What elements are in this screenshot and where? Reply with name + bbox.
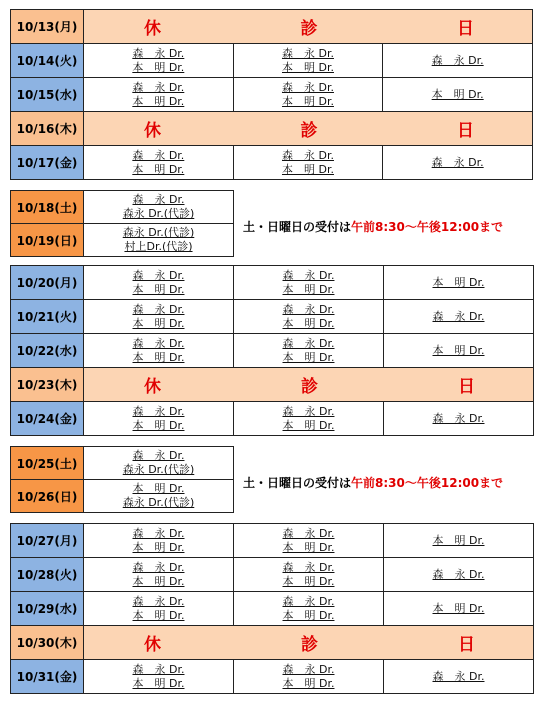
- doctor-name: 森 永 Dr.: [431, 53, 484, 67]
- doctor-name: 森 永 Dr.: [432, 309, 485, 323]
- doctor-cell: [84, 524, 234, 558]
- doctor-name: 本 明 Dr.: [132, 540, 185, 554]
- day-row: [11, 660, 534, 694]
- doctor-name: 本 明 Dr.: [282, 608, 335, 622]
- doctor-cell: [84, 44, 234, 78]
- doctor-name: 森 永 Dr.: [132, 404, 185, 418]
- closed-char: 休: [144, 19, 161, 39]
- doctor-name: 森永 Dr.(代診): [122, 463, 195, 476]
- doctor-name: 森 永 Dr.: [132, 560, 185, 574]
- doctor-cell: [384, 524, 534, 558]
- notice-hours: 午前8:30～午後12:00まで: [351, 476, 504, 490]
- doctor-name: 本 明 Dr.: [282, 540, 335, 554]
- day-row: [11, 524, 534, 558]
- date-cell: 10/21(火): [11, 300, 84, 334]
- doctor-name: 本 明 Dr.: [132, 60, 185, 74]
- doctor-name: 森 永 Dr.: [281, 46, 334, 60]
- doctor-cell: [234, 300, 384, 334]
- doctor-cell: [383, 78, 533, 112]
- doctor-cell: [84, 300, 234, 334]
- weekend-row: [11, 480, 234, 513]
- notice-prefix: 土・日曜日の受付は: [243, 476, 352, 490]
- doctor-cell: [84, 402, 234, 436]
- day-row: [11, 78, 533, 112]
- closed-label: [84, 116, 532, 141]
- doctor-cell: [84, 146, 234, 180]
- doctor-name: 森 永 Dr.: [282, 302, 335, 316]
- closed-char: 日: [457, 121, 474, 141]
- doctor-cell: [384, 334, 534, 368]
- day-row: [11, 558, 534, 592]
- doctor-name: 森 永 Dr.: [281, 80, 334, 94]
- date-cell: 10/20(月): [11, 266, 84, 300]
- doctor-name: 本 明 Dr.: [132, 162, 185, 176]
- doctor-name: 本 明 Dr.: [132, 676, 185, 690]
- doctor-name: 森 永 Dr.: [132, 268, 185, 282]
- closed-char: 休: [144, 121, 161, 141]
- date-cell: 10/19(日): [11, 224, 84, 257]
- closed-char: 休: [144, 377, 161, 397]
- doctor-cell: [84, 480, 234, 513]
- doctor-name: 森 永 Dr.: [282, 526, 335, 540]
- doctor-name: 本 明 Dr.: [132, 608, 185, 622]
- date-cell: 10/17(金): [11, 146, 84, 180]
- doctor-cell: [234, 402, 384, 436]
- weekend-table: [10, 446, 234, 513]
- doctor-name: 森 永 Dr.: [132, 46, 185, 60]
- day-row: [11, 334, 534, 368]
- closed-char: 日: [458, 377, 475, 397]
- closed-char: 日: [457, 19, 474, 39]
- doctor-name: 本 明 Dr.: [432, 601, 485, 615]
- doctor-name: 本 明 Dr.: [132, 482, 185, 495]
- doctor-name: 森 永 Dr.: [431, 155, 484, 169]
- doctor-name: 本 明 Dr.: [132, 316, 185, 330]
- doctor-cell: [84, 78, 234, 112]
- doctor-name: 森 永 Dr.: [282, 268, 335, 282]
- doctor-cell: [234, 592, 384, 626]
- doctor-name: 森 永 Dr.: [282, 404, 335, 418]
- closed-day-row: [11, 368, 534, 402]
- closed-cell: [84, 626, 534, 660]
- doctor-name: 森 永 Dr.: [132, 80, 185, 94]
- doctor-cell: [383, 44, 533, 78]
- date-cell: 10/29(水): [11, 592, 84, 626]
- doctor-cell: [234, 524, 384, 558]
- date-cell: 10/24(金): [11, 402, 84, 436]
- closed-char: 診: [300, 121, 318, 141]
- doctor-cell: [384, 592, 534, 626]
- closed-label: [84, 630, 533, 655]
- schedule-table: [10, 9, 533, 180]
- doctor-name: 森 永 Dr.: [132, 193, 185, 206]
- day-row: [11, 146, 533, 180]
- doctor-name: 森 永 Dr.: [282, 662, 335, 676]
- date-cell: 10/14(火): [11, 44, 84, 78]
- date-cell: 10/25(土): [11, 447, 84, 480]
- closed-char: 診: [301, 377, 318, 397]
- closed-day-row: [11, 10, 533, 44]
- doctor-cell: [233, 78, 383, 112]
- doctor-name: 本 明 Dr.: [432, 343, 485, 357]
- doctor-cell: [234, 558, 384, 592]
- doctor-name: 本 明 Dr.: [281, 94, 334, 108]
- date-cell: 10/22(水): [11, 334, 84, 368]
- doctor-name: 森 永 Dr.: [132, 526, 185, 540]
- doctor-cell: [384, 266, 534, 300]
- closed-cell: [84, 368, 534, 402]
- doctor-cell: [84, 266, 234, 300]
- doctor-name: 本 明 Dr.: [132, 94, 185, 108]
- weekend-row: [11, 191, 234, 224]
- doctor-name: 森 永 Dr.: [132, 662, 185, 676]
- doctor-cell: [384, 660, 534, 694]
- doctor-cell: [84, 660, 234, 694]
- doctor-name: 本 明 Dr.: [432, 533, 485, 547]
- doctor-name: 森 永 Dr.: [132, 336, 185, 350]
- closed-char: 日: [458, 635, 475, 655]
- doctor-name: 本 明 Dr.: [432, 275, 485, 289]
- date-cell: 10/18(土): [11, 191, 84, 224]
- closed-cell: [84, 112, 533, 146]
- doctor-name: 本 明 Dr.: [431, 87, 484, 101]
- weekend-row: [11, 224, 234, 257]
- doctor-name: 森 永 Dr.: [281, 148, 334, 162]
- date-cell: 10/16(木): [11, 112, 84, 146]
- date-cell: 10/27(月): [11, 524, 84, 558]
- doctor-name: 本 明 Dr.: [281, 60, 334, 74]
- doctor-name: 本 明 Dr.: [282, 574, 335, 588]
- date-cell: 10/23(木): [11, 368, 84, 402]
- weekend-table: [10, 190, 234, 257]
- doctor-cell: [84, 334, 234, 368]
- doctor-cell: [234, 660, 384, 694]
- doctor-cell: [234, 334, 384, 368]
- doctor-name: 森 永 Dr.: [132, 594, 185, 608]
- weekend-row: [11, 447, 234, 480]
- doctor-name: 森 永 Dr.: [432, 567, 485, 581]
- doctor-name: 本 明 Dr.: [132, 418, 185, 432]
- doctor-name: 本 明 Dr.: [132, 350, 185, 364]
- day-row: [11, 44, 533, 78]
- doctor-name: 森 永 Dr.: [132, 449, 185, 462]
- doctor-name: 本 明 Dr.: [282, 316, 335, 330]
- closed-char: 診: [300, 19, 318, 39]
- closed-day-row: [11, 626, 534, 660]
- day-row: [11, 402, 534, 436]
- doctor-name: 森 永 Dr.: [432, 411, 485, 425]
- date-cell: 10/28(火): [11, 558, 84, 592]
- closed-label: [84, 14, 532, 39]
- schedule-table: [10, 523, 534, 694]
- doctor-cell: [84, 191, 234, 224]
- notice-prefix: 土・日曜日の受付は: [243, 220, 352, 234]
- doctor-cell: [384, 300, 534, 334]
- doctor-name: 森永 Dr.(代診): [122, 496, 195, 509]
- doctor-name: 本 明 Dr.: [282, 676, 335, 690]
- doctor-cell: [84, 224, 234, 257]
- day-row: [11, 300, 534, 334]
- doctor-cell: [84, 558, 234, 592]
- doctor-name: 本 明 Dr.: [282, 418, 335, 432]
- closed-cell: [84, 10, 533, 44]
- doctor-name: 村上Dr.(代診): [124, 240, 193, 253]
- doctor-name: 森 永 Dr.: [282, 594, 335, 608]
- day-row: [11, 592, 534, 626]
- schedule-table: [10, 265, 534, 436]
- doctor-cell: [233, 44, 383, 78]
- day-row: [11, 266, 534, 300]
- doctor-name: 本 明 Dr.: [132, 574, 185, 588]
- closed-char: 休: [144, 635, 161, 655]
- doctor-name: 森 永 Dr.: [282, 560, 335, 574]
- doctor-name: 森永 Dr.(代診): [122, 207, 195, 220]
- doctor-cell: [383, 146, 533, 180]
- doctor-name: 森 永 Dr.: [282, 336, 335, 350]
- closed-label: [84, 372, 533, 397]
- doctor-name: 本 明 Dr.: [282, 350, 335, 364]
- date-cell: 10/15(水): [11, 78, 84, 112]
- doctor-cell: [384, 402, 534, 436]
- weekend-reception-notice: [243, 474, 503, 491]
- notice-hours: 午前8:30～午後12:00まで: [351, 220, 504, 234]
- doctor-cell: [233, 146, 383, 180]
- doctor-name: 森 永 Dr.: [432, 669, 485, 683]
- doctor-name: 本 明 Dr.: [281, 162, 334, 176]
- doctor-name: 森永 Dr.(代診): [122, 226, 195, 239]
- doctor-name: 森 永 Dr.: [132, 302, 185, 316]
- doctor-cell: [234, 266, 384, 300]
- weekend-reception-notice: [243, 218, 503, 235]
- doctor-name: 森 永 Dr.: [132, 148, 185, 162]
- closed-char: 診: [301, 635, 318, 655]
- doctor-name: 本 明 Dr.: [132, 282, 185, 296]
- date-cell: 10/13(月): [11, 10, 84, 44]
- doctor-cell: [384, 558, 534, 592]
- doctor-cell: [84, 592, 234, 626]
- date-cell: 10/31(金): [11, 660, 84, 694]
- doctor-cell: [84, 447, 234, 480]
- doctor-name: 本 明 Dr.: [282, 282, 335, 296]
- closed-day-row: [11, 112, 533, 146]
- date-cell: 10/26(日): [11, 480, 84, 513]
- date-cell: 10/30(木): [11, 626, 84, 660]
